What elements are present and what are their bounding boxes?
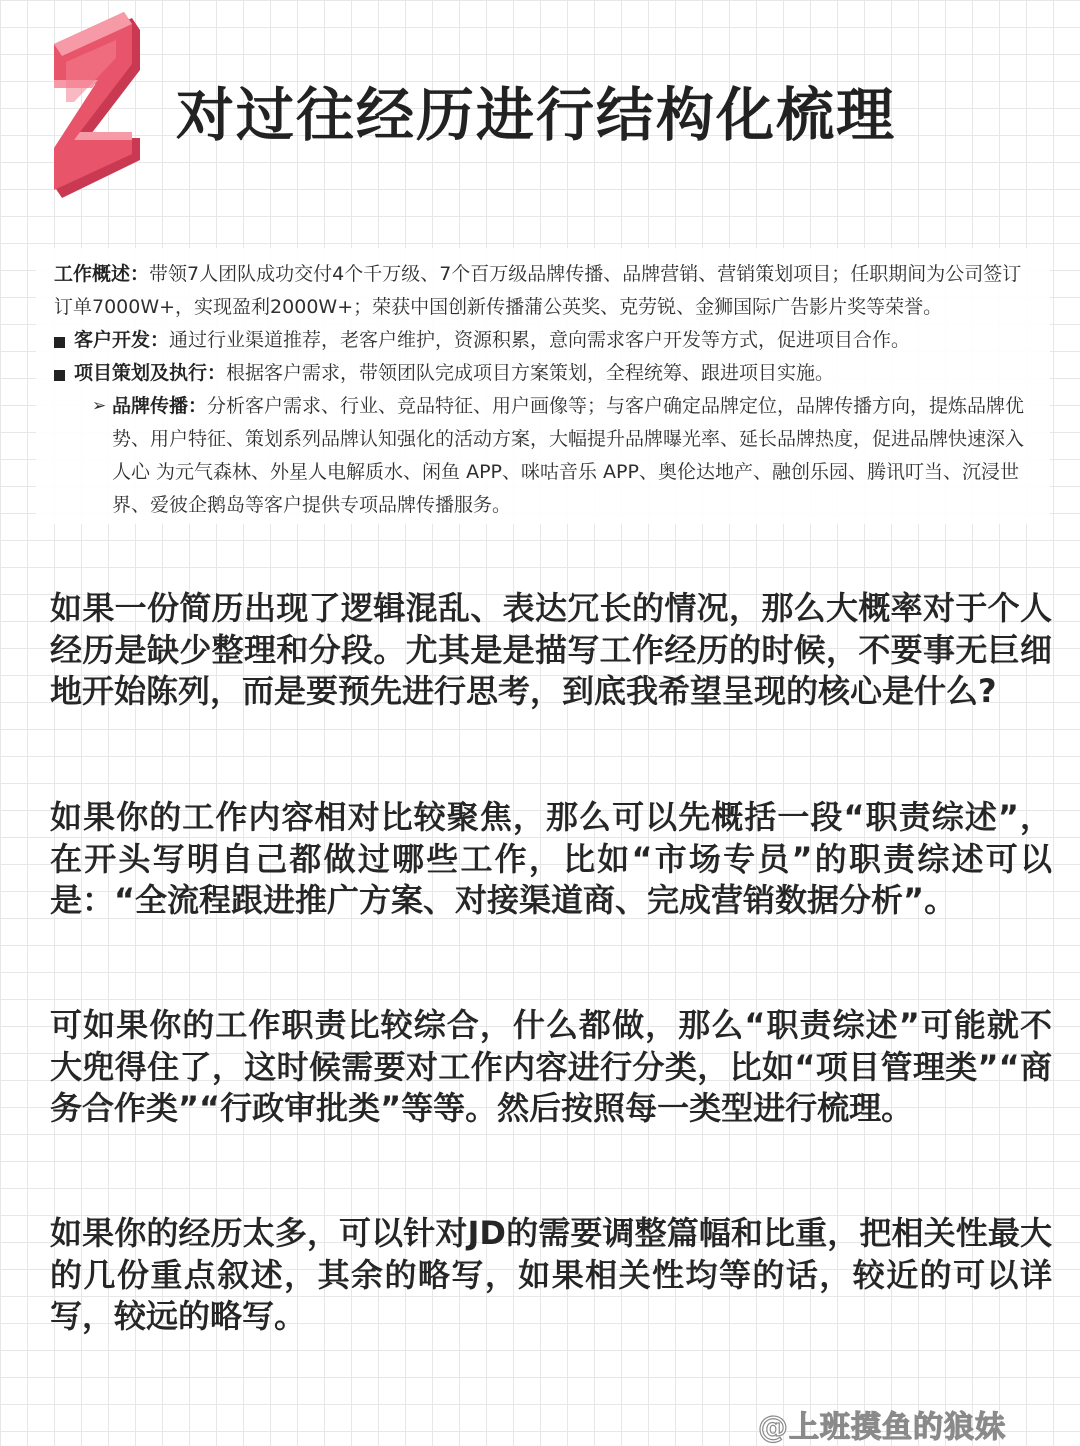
number-two-icon bbox=[48, 10, 140, 200]
bullet-item-project bbox=[54, 357, 1038, 390]
square-bullet-icon bbox=[54, 370, 65, 381]
bullet-label: 项目策划及执行： bbox=[74, 362, 227, 384]
paragraph-2: 如果你的工作内容相对比较聚焦，那么可以先概括一段“职责综述”，在开头写明自己都做过哪些工作，比如“市场专员”的职责综述可以是：“全流程跟进推广方案、对接渠道商、完成营销数据分析”。 bbox=[50, 798, 1052, 919]
overview-label: 工作概述： bbox=[54, 263, 150, 285]
bullet-text: 通过行业渠道推荐，老客户维护，资源积累，意向需求客户开发等方式，促进项目合作。 bbox=[169, 329, 911, 351]
overview-text: 带领7人团队成功交付4个千万级、7个百万级品牌传播、品牌营销、营销策划项目；任职期间为公司签订订单7000W+，实现盈利2000W+；荣获中国创新传播蒲公英奖、克劳锐、金狮国际广告影片奖等荣誉。 bbox=[54, 263, 1022, 318]
paragraph-1: 如果一份简历出现了逻辑混乱、表达冗长的情况，那么大概率对于个人经历是缺少整理和分段。尤其是是描写工作经历的时候，不要事无巨细地开始陈列，而是要预先进行思考，到底我希望呈现的核心是什么? bbox=[50, 589, 1052, 710]
resume-sample bbox=[36, 248, 1050, 524]
arrow-bullet-icon: ➢ bbox=[92, 396, 107, 416]
watermark: @上班摸鱼的狼妹 bbox=[758, 1410, 1006, 1445]
bullet-item-client bbox=[54, 324, 1038, 357]
overview-line bbox=[54, 258, 1038, 324]
paragraph-4: 如果你的经历太多，可以针对JD的需要调整篇幅和比重，把相关性最大的几份重点叙述，其余的略写，如果相关性均等的话，较近的可以详写，较远的略写。 bbox=[50, 1214, 1052, 1335]
square-bullet-icon bbox=[54, 337, 65, 348]
bullet-text: 根据客户需求，带领团队完成项目方案策划，全程统筹、跟进项目实施。 bbox=[226, 362, 835, 384]
paragraph-3: 可如果你的工作职责比较综合，什么都做，那么“职责综述”可能就不大兜得住了，这时候需要对工作内容进行分类，比如“项目管理类”“商务合作类”“行政审批类”等等。然后按照每一类型进行梳理。 bbox=[50, 1006, 1052, 1127]
sub-bullet-brand bbox=[54, 390, 1038, 522]
page-title: 对过往经历进行结构化梳理 bbox=[176, 81, 897, 149]
sub-bullet-text: 分析客户需求、行业、竞品特征、用户画像等；与客户确定品牌定位，品牌传播方向，提炼品牌优势、用户特征、策划系列品牌认知强化的活动方案，大幅提升品牌曝光率、延长品牌热度，促进品牌快速深入人心 为元气森林、外星人电解质水、闲鱼 APP、咪咕音乐 APP、奥伦达地产、融创乐园、腾讯叮当、沉浸世界、爱彼企鹅岛等客户提供专项品牌传播服务。 bbox=[112, 395, 1025, 516]
sub-bullet-label: 品牌传播： bbox=[112, 395, 208, 417]
bullet-label: 客户开发： bbox=[74, 329, 170, 351]
